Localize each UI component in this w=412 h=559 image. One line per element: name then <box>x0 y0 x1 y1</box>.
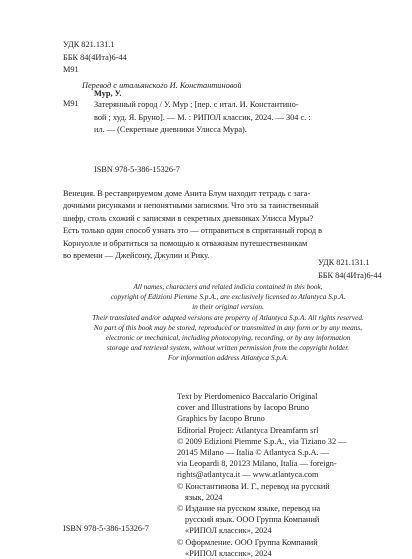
credit-line: via Leopardi 8, 20123 Milano, Italia — foreign- <box>177 459 337 469</box>
rights-line: All names, characters and related indicia contained in this book, <box>133 282 323 291</box>
credits-block <box>177 391 346 559</box>
credit-line: Editorial Project: Atlantyca Dreamfarm srl <box>177 425 319 435</box>
annotation-line: Венеция. В реставрируемом доме Анита Блум находит тетрадь с зага- <box>63 189 311 198</box>
udk-code: УДК 821.131.1 <box>63 40 115 49</box>
bbk-code-repeat: ББК 84(4Ита)6-44 <box>318 270 382 280</box>
rights-line: storage and retrieval system, without written permission from the copyright holder. <box>106 343 350 353</box>
annotation-line: во времени — Джейсону, Джулии и Рику. <box>63 251 210 261</box>
annotation <box>63 188 393 262</box>
record-isbn: ISBN 978-5-386-15326-7 <box>94 165 180 174</box>
credit-line: © Константинова И. Г., перевод на русский <box>177 481 330 491</box>
credit-line: русский язык. ООО Группа Компаний <box>185 515 320 525</box>
credit-line: cover and Illustrations by Iacopo Bruno <box>177 403 310 413</box>
translator-note: Перевод с итальянского И. Константиновой <box>82 81 242 90</box>
classification-repeat <box>318 257 382 282</box>
credit-line: © 2009 Edizioni Piemme S.p.A., via Tiziano 32 — <box>177 436 347 446</box>
author-mark: М91 <box>63 65 79 75</box>
annotation-line: шифр, столь схожий с записями в секретных дневниках Улисса Муры? <box>63 213 314 223</box>
annotation-line: Есть только один способ узнать это — отправиться в спрятанный город в <box>63 226 323 236</box>
rights-notice <box>63 282 393 364</box>
record-author-mark: М91 <box>63 99 79 108</box>
credit-line: Text by Pierdomenico Baccalario Original <box>177 392 318 401</box>
record-line: ил. — (Секретные дневники Улисса Мура). <box>94 125 247 134</box>
record-line: вой ; худ. Я. Бруно]. — М. : РИПОЛ классик, 2024. — 304 с. : <box>94 112 311 122</box>
rights-line: Their translated and/or adapted versions are property of Atlantyca S.p.A. All rights reserved. <box>92 312 364 322</box>
credit-line: © Издание на русском языке, перевод на <box>177 504 321 514</box>
rights-line: For information address Atlantyca S.p.A. <box>167 353 289 363</box>
bibliographic-record <box>94 99 311 137</box>
annotation-line: дочными рисунками и непонятными записями. Что это за таинственный <box>63 201 319 211</box>
rights-line: No part of this book may be stored, reproduced or transmitted in any form or by any means, <box>93 322 363 332</box>
credit-line: © Оформление. ООО Группа Компаний <box>177 537 318 547</box>
credit-line: «РИПОЛ классик», 2024 <box>185 548 272 558</box>
credit-line: язык, 2024 <box>185 492 223 502</box>
record-line: Затерянный город / У. Мур ; [пер. с итал. И. Константино- <box>94 100 299 109</box>
annotation-line: Корнуолле и обратиться за помощью к отважным путешественникам <box>63 238 308 248</box>
record-author: Мур, У. <box>94 89 122 98</box>
credit-line: 20145 Milano — Italia © Atlantyca S.p.A. — <box>177 448 329 458</box>
classification-block <box>63 39 127 77</box>
credit-line: rights@atlantyca.it — www.atlantyca.com <box>177 470 319 480</box>
isbn-bottom: ISBN 978-5-386-15326-7 <box>63 524 149 533</box>
rights-line: electronic or mechanical, including photocopying, recording, or by any information <box>105 333 351 343</box>
rights-line: in their original version. <box>192 302 264 312</box>
bbk-code: ББК 84(4Ита)6-44 <box>63 52 127 62</box>
credit-line: Graphics by Iacopo Bruno <box>177 414 265 424</box>
rights-line: copyright of Edizioni Piemme S.p.A., are exclusively licensed to Atlantyca S.p.A. <box>110 292 346 302</box>
credit-line: «РИПОЛ классик», 2024 <box>185 526 272 536</box>
udk-code-repeat: УДК 821.131.1 <box>318 258 370 267</box>
